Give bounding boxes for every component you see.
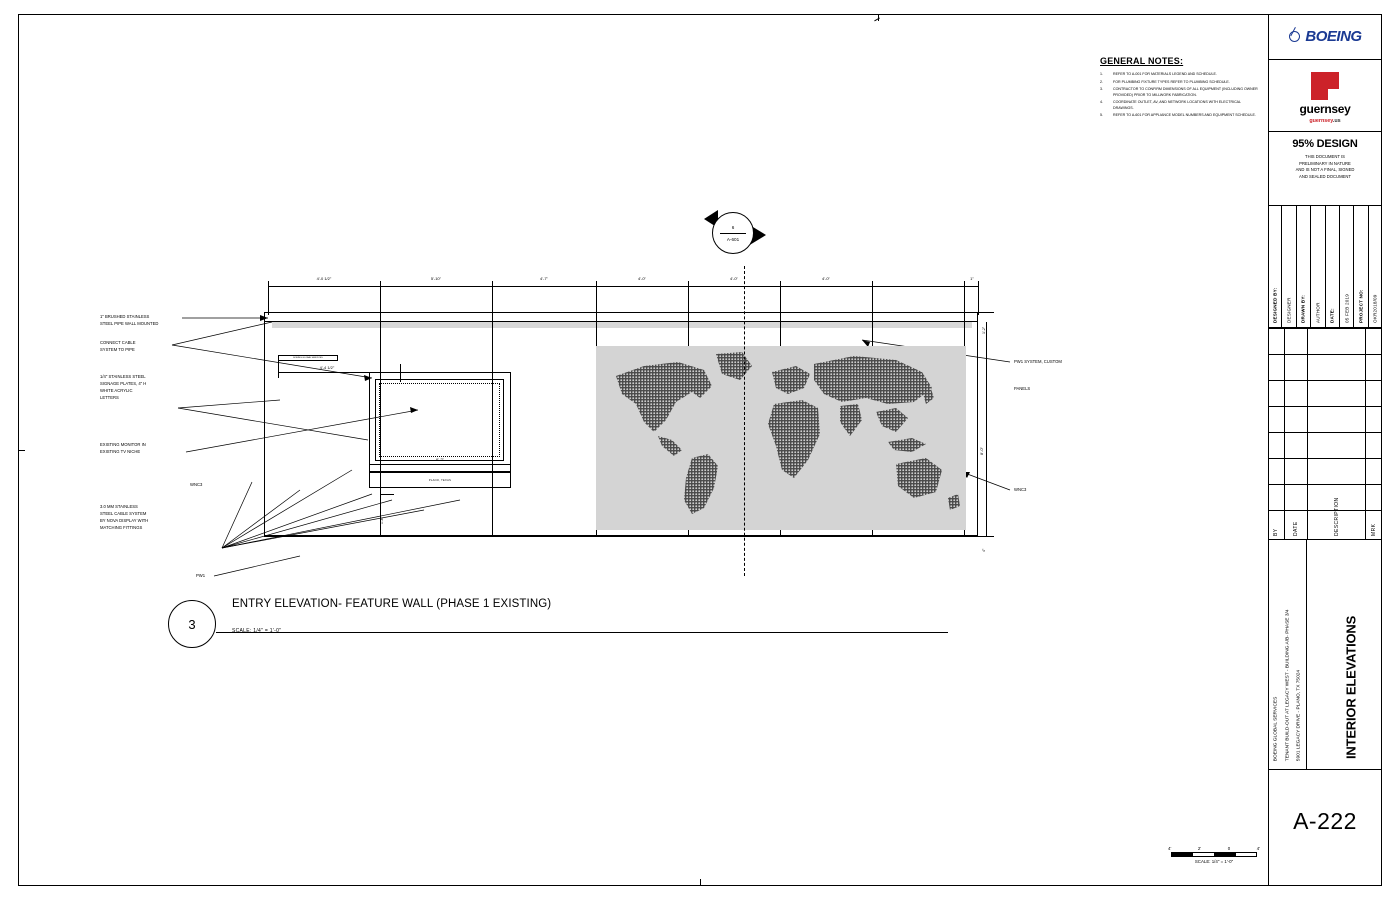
view-scale: SCALE: 1/4" = 1'-0" <box>232 628 282 634</box>
note-text: FOR PLUMBING FIXTURE TYPES REFER TO PLUMBING SCHEDULE. <box>1113 79 1230 84</box>
stamp-drawn-by-value <box>1311 206 1325 327</box>
dimension-label: 1" <box>970 276 974 281</box>
stamp-drawn-by <box>1297 206 1311 327</box>
design-status-headline: 95% DESIGN <box>1292 138 1358 150</box>
project-block <box>1268 540 1382 770</box>
revision-rows <box>1285 328 1307 539</box>
graphic-scale-bar <box>1171 852 1257 857</box>
signage-plate-small-label: BOEING GLOBAL SERVICES <box>293 357 323 359</box>
client-logo <box>1268 14 1382 60</box>
callout-line: 1" BRUSHED STAINLESS <box>100 314 150 319</box>
dimension-tick <box>268 281 269 315</box>
revision-col-description <box>1308 328 1366 539</box>
dimension-tick <box>978 281 979 315</box>
general-note-item <box>1100 113 1260 118</box>
material-tag-pw1: PW1 <box>196 573 206 578</box>
project-info <box>1268 540 1307 769</box>
drawing-title: INTERIOR ELEVATIONS <box>1343 615 1358 759</box>
design-status-line-1: THIS DOCUMENT IS <box>1305 154 1345 159</box>
world-map-panel <box>596 346 966 530</box>
note-number: 3. <box>1100 87 1103 92</box>
monitor-screen <box>379 383 500 457</box>
callout-panels: PANELS <box>1014 386 1031 391</box>
dimension-label: 5'-10" <box>430 276 442 281</box>
general-note-item <box>1100 87 1260 97</box>
dimension-line-height <box>986 322 987 536</box>
view-title: ENTRY ELEVATION- FEATURE WALL (PHASE 1 EXISTING) <box>232 598 552 610</box>
view-tag-number[interactable]: 3 <box>168 600 216 648</box>
dimension-label: 4'-0" <box>822 276 830 281</box>
note-number: 4. <box>1100 100 1103 105</box>
general-notes-heading: GENERAL NOTES: <box>1100 56 1184 66</box>
dimension-tick <box>380 281 381 315</box>
callout-line: 1/4" STAINLESS STEEL <box>100 374 146 379</box>
material-tag-wnc3-left: WNC3 <box>190 482 203 487</box>
dimension-tick <box>964 281 965 315</box>
scale-tick: 4' <box>1168 846 1172 851</box>
callout-line: EXISTING TV NICHE <box>100 449 141 455</box>
note-text: COORDINATE OUTLET, AV, AND NETWORK LOCATIONS WITH ELECTRICAL DRAWINGS. <box>1113 100 1241 110</box>
dimension-tick <box>688 281 689 315</box>
graphic-scale <box>1168 846 1260 864</box>
revision-header-by: BY <box>1273 528 1279 536</box>
note-text: REFER TO A-601 FOR APPLIANCE MODEL NUMBERS AND EQUIPMENT SCHEDULE. <box>1113 113 1256 118</box>
revision-col-by <box>1268 328 1285 539</box>
scale-segment <box>1215 853 1236 856</box>
stamp-label: PROJECT NO: <box>1358 289 1364 323</box>
stamp-value: DESIGNER <box>1286 297 1292 323</box>
callout-line: SIGNAGE PLATES, 4" H <box>100 381 147 387</box>
sheet-number-block <box>1268 770 1382 886</box>
note-number: 2. <box>1100 79 1103 84</box>
dimension-tick <box>400 364 401 382</box>
callout-signage-plates <box>100 373 146 402</box>
wall-centerline <box>744 266 745 576</box>
dimension-label: 4'-0 1/2" <box>316 276 332 281</box>
firm-logo <box>1268 60 1382 132</box>
general-notes-list <box>1100 72 1260 118</box>
design-status-line-4: AND SEALED DOCUMENT <box>1299 173 1351 179</box>
revision-table <box>1268 328 1382 540</box>
callout-existing-monitor <box>100 441 146 455</box>
callout-line: LETTERS <box>100 395 119 401</box>
sheet-number: A-222 <box>1293 808 1357 834</box>
firm-url-tld: .us <box>1332 117 1341 124</box>
signage-plate <box>369 472 511 488</box>
project-client: BOEING GLOBAL SERVICES <box>1273 696 1279 761</box>
section-tag-divider <box>720 233 746 234</box>
section-tag-circle[interactable] <box>712 212 754 254</box>
project-address: 5901 LEGACY DRIVE - PLANO, TX 75024 <box>1296 669 1302 761</box>
dimension-label: 6'-2" <box>436 457 444 462</box>
view-title-rule <box>216 632 948 633</box>
design-status-line-2: PRELIMINARY IN NATURE <box>1299 160 1351 166</box>
dimension-tick <box>492 281 493 315</box>
revision-header-date: DATE <box>1293 521 1299 536</box>
wall-top-shadow <box>272 322 972 328</box>
design-status-block <box>1268 132 1382 206</box>
dimension-label-height: 8'-0" <box>979 447 984 455</box>
section-tag-sheet: A-601 <box>726 236 740 242</box>
dimension-label: 4'-0" <box>730 276 738 281</box>
wall-base-line <box>264 536 978 537</box>
scale-tick: 2' <box>1197 846 1202 851</box>
revision-header-mark: MRK <box>1371 523 1377 536</box>
callout-line: MATCHING FITTINGS <box>100 525 143 531</box>
design-status-line-3: AND IS NOT A FINAL, SIGNED <box>1295 167 1355 172</box>
callout-line: SYSTEM TO PIPE <box>100 347 135 353</box>
dimension-label-small: 1'-2" <box>982 326 986 334</box>
stamp-date-value <box>1340 206 1354 327</box>
callout-line: WHITE ACRYLIC <box>100 388 133 394</box>
note-text: CONTRACTOR TO CONFIRM DIMENSIONS OF ALL EQUIPMENT (INCLUDING OWNER PROVIDED) PRIOR TO MILLWORK FABRICATION. <box>1113 87 1258 97</box>
scale-segment <box>1172 853 1193 856</box>
dimension-label-left-small: 1'-4" <box>380 517 384 524</box>
general-note-item <box>1100 80 1260 85</box>
material-tag-wnc3-right: WNC3 <box>1014 487 1027 492</box>
callout-line: STEEL CABLE SYSTEM <box>100 511 147 517</box>
dimension-line-sign-offset <box>278 372 400 373</box>
callout-line: BY NOVA DISPLAY WITH <box>100 518 149 524</box>
scale-segment <box>1193 853 1214 856</box>
scale-tick: 4' <box>1256 846 1260 851</box>
callout-line: 3.0 MM STAINLESS <box>100 504 138 509</box>
section-tag-number: 6 <box>731 224 735 230</box>
callout-pw1-system: PW1 SYSTEM, CUSTOM <box>1014 359 1062 364</box>
callout-connect-cable <box>100 339 136 353</box>
guernsey-mark-icon <box>1311 72 1339 100</box>
note-text: REFER TO A-001 FOR MATERIALS LEGEND AND SCHEDULE. <box>1113 72 1217 76</box>
dimension-tick <box>978 312 994 313</box>
signage-plate-label: PLANO, TEXAS <box>428 478 452 482</box>
revision-rows <box>1366 328 1382 539</box>
general-note-item <box>1100 100 1260 110</box>
callout-line: EXISTING MONITOR IN <box>100 442 146 447</box>
revision-col-mark <box>1366 328 1382 539</box>
dimension-tick <box>278 356 279 378</box>
stamp-designed-by-value <box>1282 206 1296 327</box>
stamp-project-no-value <box>1369 206 1382 327</box>
revision-col-date <box>1285 328 1308 539</box>
stamp-block <box>1268 206 1382 328</box>
graphic-scale-label: SCALE: 1/4" = 1'-0" <box>1194 859 1234 864</box>
dimension-line-niche <box>369 464 511 465</box>
stamp-value: OKR2018/09 <box>1372 294 1378 323</box>
dimension-tick <box>380 494 394 495</box>
revision-header-description: DESCRIPTION <box>1333 497 1340 536</box>
callout-cable-system <box>100 503 148 532</box>
note-number: 5. <box>1100 113 1103 118</box>
firm-url <box>1309 118 1340 124</box>
dimension-label: 4'-7" <box>540 276 548 281</box>
stamp-label: DESIGNED BY: <box>1272 287 1278 323</box>
general-notes <box>1100 56 1260 121</box>
project-name: TENANT BUILD-OUT AT LEGACY WEST - BUILDING A/B- PHASE 3/4 <box>1285 609 1291 761</box>
stamp-date <box>1326 206 1340 327</box>
drawing-title-container <box>1307 540 1382 769</box>
scale-tick: 0 <box>1227 846 1231 851</box>
note-number: 1. <box>1100 72 1103 76</box>
general-note-item <box>1100 72 1260 77</box>
stamp-designed-by <box>1268 206 1282 327</box>
stamp-value: 05 FEB 2019 <box>1344 293 1350 323</box>
revision-rows <box>1268 328 1284 539</box>
stamp-label: DRAWN BY: <box>1300 295 1306 323</box>
graphic-scale-ticks <box>1168 846 1260 851</box>
dimension-tick <box>596 281 597 315</box>
dimension-tick <box>872 281 873 315</box>
callout-line: CONNECT CABLE <box>100 340 136 345</box>
firm-name: guernsey <box>1299 101 1351 116</box>
stamp-value: AUTHOR <box>1315 302 1321 323</box>
stamp-label: DATE: <box>1329 308 1335 323</box>
dimension-label: 4'-0" <box>638 276 646 281</box>
dimension-label: 4'-4 1/2" <box>319 365 335 370</box>
client-logo-text: BOEING <box>1305 28 1362 45</box>
dimension-tick <box>780 281 781 315</box>
wall-top-band <box>264 312 978 322</box>
firm-url-main: guernsey <box>1309 117 1333 124</box>
callout-line: STEEL PIPE WALL MOUNTED <box>100 321 159 327</box>
dimension-tick <box>978 536 994 537</box>
signage-plate-small <box>278 355 338 361</box>
scale-segment <box>1236 853 1256 856</box>
boeing-swoosh-icon <box>1288 30 1301 43</box>
callout-stainless-pipe <box>100 313 158 327</box>
section-tag <box>712 212 756 256</box>
dimension-label-small-2: 4" <box>982 548 986 552</box>
title-block <box>1268 14 1382 886</box>
stamp-project-no <box>1354 206 1368 327</box>
